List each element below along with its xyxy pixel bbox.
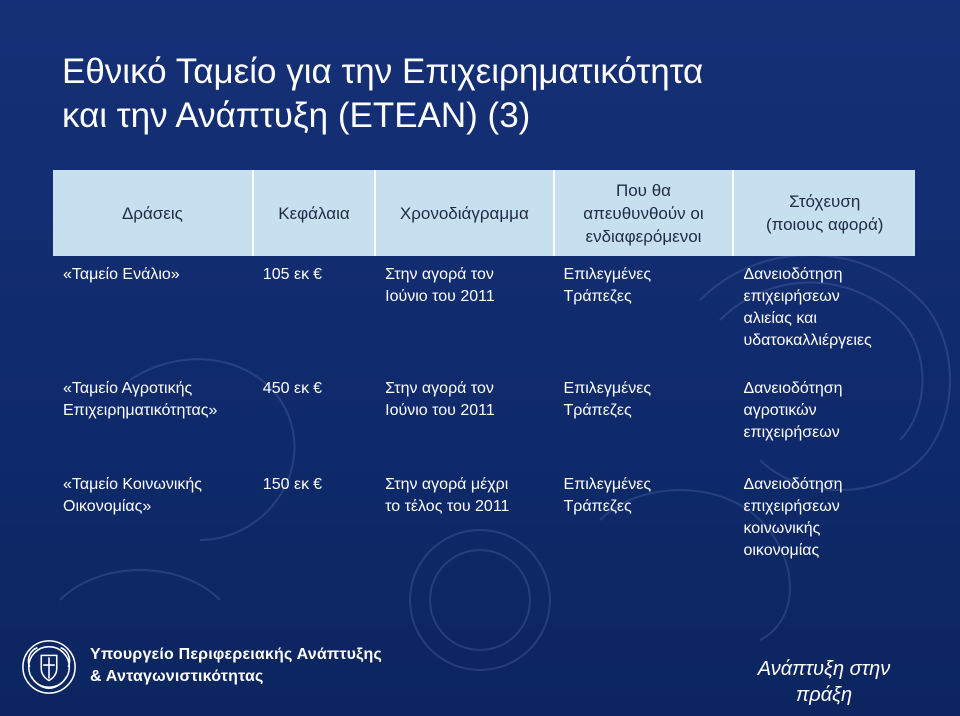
ministry-name	[90, 644, 382, 688]
ministry-line-2: & Ανταγωνιστικότητας	[90, 668, 264, 685]
euro-icon: €	[313, 476, 322, 493]
cell-schedule: Στην αγορά μέχρι το τέλος του 2011	[385, 476, 510, 515]
cell-target: Δανειοδότηση επιχειρήσεων αλιείας και υδατοκαλλιέργειες	[743, 266, 872, 349]
ministry-line-1: Υπουργείο Περιφερειακής Ανάπτυξης	[90, 646, 383, 663]
header-target: Στόχευση (ποιους αφορά)	[733, 170, 915, 256]
header-schedule: Χρονοδιάγραμμα	[375, 170, 553, 256]
table-row	[53, 370, 915, 466]
cell-capital: 105 εκ €	[253, 256, 375, 370]
header-actions: Δράσεις	[53, 170, 253, 256]
slide-title	[62, 50, 902, 138]
cell-where: Επιλεγμένες Τράπεζες	[563, 476, 652, 515]
tagline-line-1: Ανάπτυξη στην	[757, 658, 891, 680]
euro-icon: €	[313, 380, 322, 397]
title-line-1: Εθνικό Ταμείο για την Επιχειρηματικότητα	[62, 52, 704, 91]
cell-target: Δανειοδότηση αγροτικών επιχειρήσεων	[743, 380, 843, 441]
euro-icon: €	[313, 266, 322, 283]
table-row	[53, 466, 915, 578]
header-where: Που θα απευθυνθούν οι ενδιαφερόμενοι	[554, 170, 734, 256]
table-row	[53, 256, 915, 370]
cell-action: «Ταμείο Κοινωνικής Οικονομίας»	[63, 476, 202, 515]
cell-action: «Ταμείο Ενάλιο»	[63, 266, 180, 283]
cell-schedule: Στην αγορά τον Ιούνιο του 2011	[385, 380, 495, 419]
funds-table	[53, 170, 915, 578]
title-line-2: και την Ανάπτυξη (ΕΤΕΑΝ) (3)	[62, 96, 531, 135]
tagline-line-2: πράξη	[795, 684, 853, 706]
cell-capital: 450 εκ €	[253, 370, 375, 466]
cell-action: «Ταμείο Αγροτικής Επιχειρηματικότητας»	[63, 380, 218, 419]
cell-capital: 150 εκ €	[253, 466, 375, 578]
table-header-row	[53, 170, 915, 256]
header-capital: Κεφάλαια	[253, 170, 375, 256]
cell-where: Επιλεγμένες Τράπεζες	[563, 266, 652, 305]
cell-schedule: Στην αγορά τον Ιούνιο του 2011	[385, 266, 495, 305]
cell-target: Δανειοδότηση επιχειρήσεων κοινωνικής οικονομίας	[743, 476, 843, 559]
greek-coat-of-arms-icon	[20, 638, 78, 696]
cell-where: Επιλεγμένες Τράπεζες	[563, 380, 652, 419]
tagline	[734, 656, 914, 708]
